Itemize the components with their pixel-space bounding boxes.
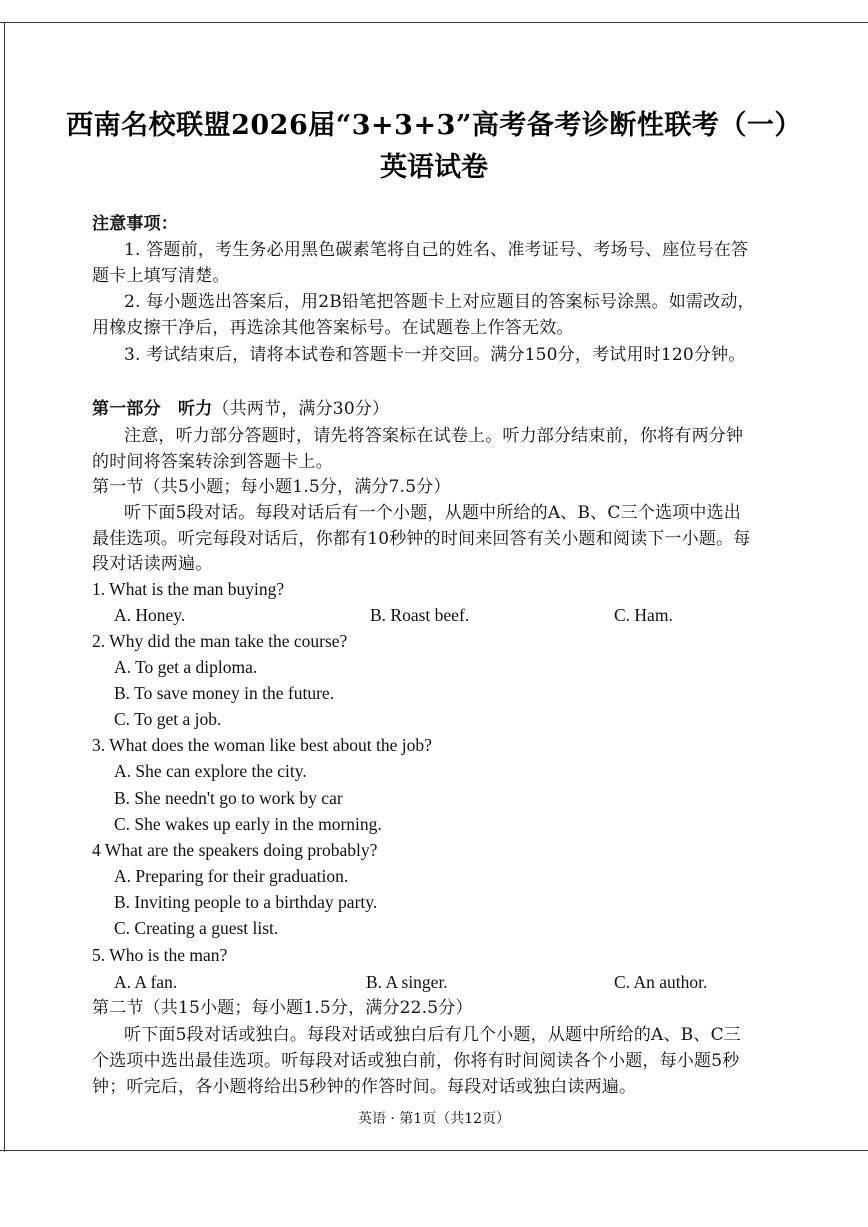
section2-instructions: 听下面5段对话或独白。每段对话或独白后有几个小题，从题中所给的A、B、C三 <box>124 1025 741 1045</box>
question-5-option-a: A. A fan. <box>114 972 178 992</box>
question-3: 3. What does the woman like best about the job? <box>92 735 432 755</box>
notice-item-2-cont: 用橡皮擦干净后，再选涂其他答案标号。在试题卷上作答无效。 <box>92 318 574 338</box>
notice-heading: 注意事项： <box>92 214 178 234</box>
question-2: 2. Why did the man take the course? <box>92 631 348 651</box>
question-4-option-a: A. Preparing for their graduation. <box>114 866 349 886</box>
question-1-option-c: C. Ham. <box>614 605 673 625</box>
question-3-option-c: C. She wakes up early in the morning. <box>114 814 382 834</box>
section1-heading: 第一节（共5小题；每小题1.5分，满分7.5分） <box>92 477 451 497</box>
notice-item-2: 2. 每小题选出答案后，用2B铅笔把答题卡上对应题目的答案标号涂黑。如需改动， <box>124 292 755 312</box>
section2-heading: 第二节（共15小题；每小题1.5分，满分22.5分） <box>92 998 473 1018</box>
part1-heading-score: （共两节，满分30分） <box>212 399 390 419</box>
section2-instructions-cont1: 个选项中选出最佳选项。听每段对话或独白前，你将有时间阅读各个小题，每小题5秒 <box>92 1051 740 1071</box>
question-5: 5. Who is the man? <box>92 945 228 965</box>
question-4-option-c: C. Creating a guest list. <box>114 918 279 938</box>
notice-item-1-cont: 题卡上填写清楚。 <box>92 266 230 286</box>
page-border-top <box>0 22 868 23</box>
section2-instructions-cont2: 钟；听完后，各小题将给出5秒钟的作答时间。每段对话或独白读两遍。 <box>92 1077 637 1097</box>
part1-note: 注意，听力部分答题时，请先将答案标在试卷上。听力部分结束前，你将有两分钟 <box>124 426 744 446</box>
question-5-option-c: C. An author. <box>614 972 708 992</box>
question-4-option-b: B. Inviting people to a birthday party. <box>114 892 378 912</box>
part1-heading <box>92 396 832 422</box>
question-2-option-c: C. To get a job. <box>114 709 222 729</box>
exam-subtitle: 英语试卷 <box>380 152 488 183</box>
question-4: 4 What are the speakers doing probably? <box>92 840 378 860</box>
section1-instructions-cont1: 最佳选项。听完每段对话后，你都有10秒钟的时间来回答有关小题和阅读下一小题。每 <box>92 529 751 549</box>
question-1-option-a: A. Honey. <box>114 605 186 625</box>
notice-item-1: 1. 答题前，考生务必用黑色碳素笔将自己的姓名、准考证号、考场号、座位号在答 <box>124 240 749 260</box>
section1-instructions-cont2: 段对话读两遍。 <box>92 554 213 574</box>
part1-note-cont: 的时间将答案转涂到答题卡上。 <box>92 452 333 472</box>
question-3-option-b: B. She needn't go to work by car <box>114 788 343 808</box>
question-1: 1. What is the man buying? <box>92 579 285 599</box>
page-border-bottom <box>0 1150 868 1151</box>
exam-title: 西南名校联盟2026届“3+3+3”高考备考诊断性联考（一） <box>66 110 802 141</box>
question-5-option-b: B. A singer. <box>366 972 448 992</box>
question-1-option-b: B. Roast beef. <box>370 605 470 625</box>
page-border-left <box>4 22 5 1152</box>
part1-heading-title: 第一部分 听力 <box>92 399 213 419</box>
notice-item-3: 3. 考试结束后，请将本试卷和答题卡一并交回。满分150分，考试用时120分钟。 <box>124 345 746 365</box>
section1-instructions: 听下面5段对话。每段对话后有一个小题，从题中所给的A、B、C三个选项中选出 <box>124 503 741 523</box>
question-2-option-a: A. To get a diploma. <box>114 657 258 677</box>
question-3-option-a: A. She can explore the city. <box>114 761 307 781</box>
page-footer: 英语 · 第1页（共12页） <box>357 1111 511 1127</box>
question-2-option-b: B. To save money in the future. <box>114 683 335 703</box>
